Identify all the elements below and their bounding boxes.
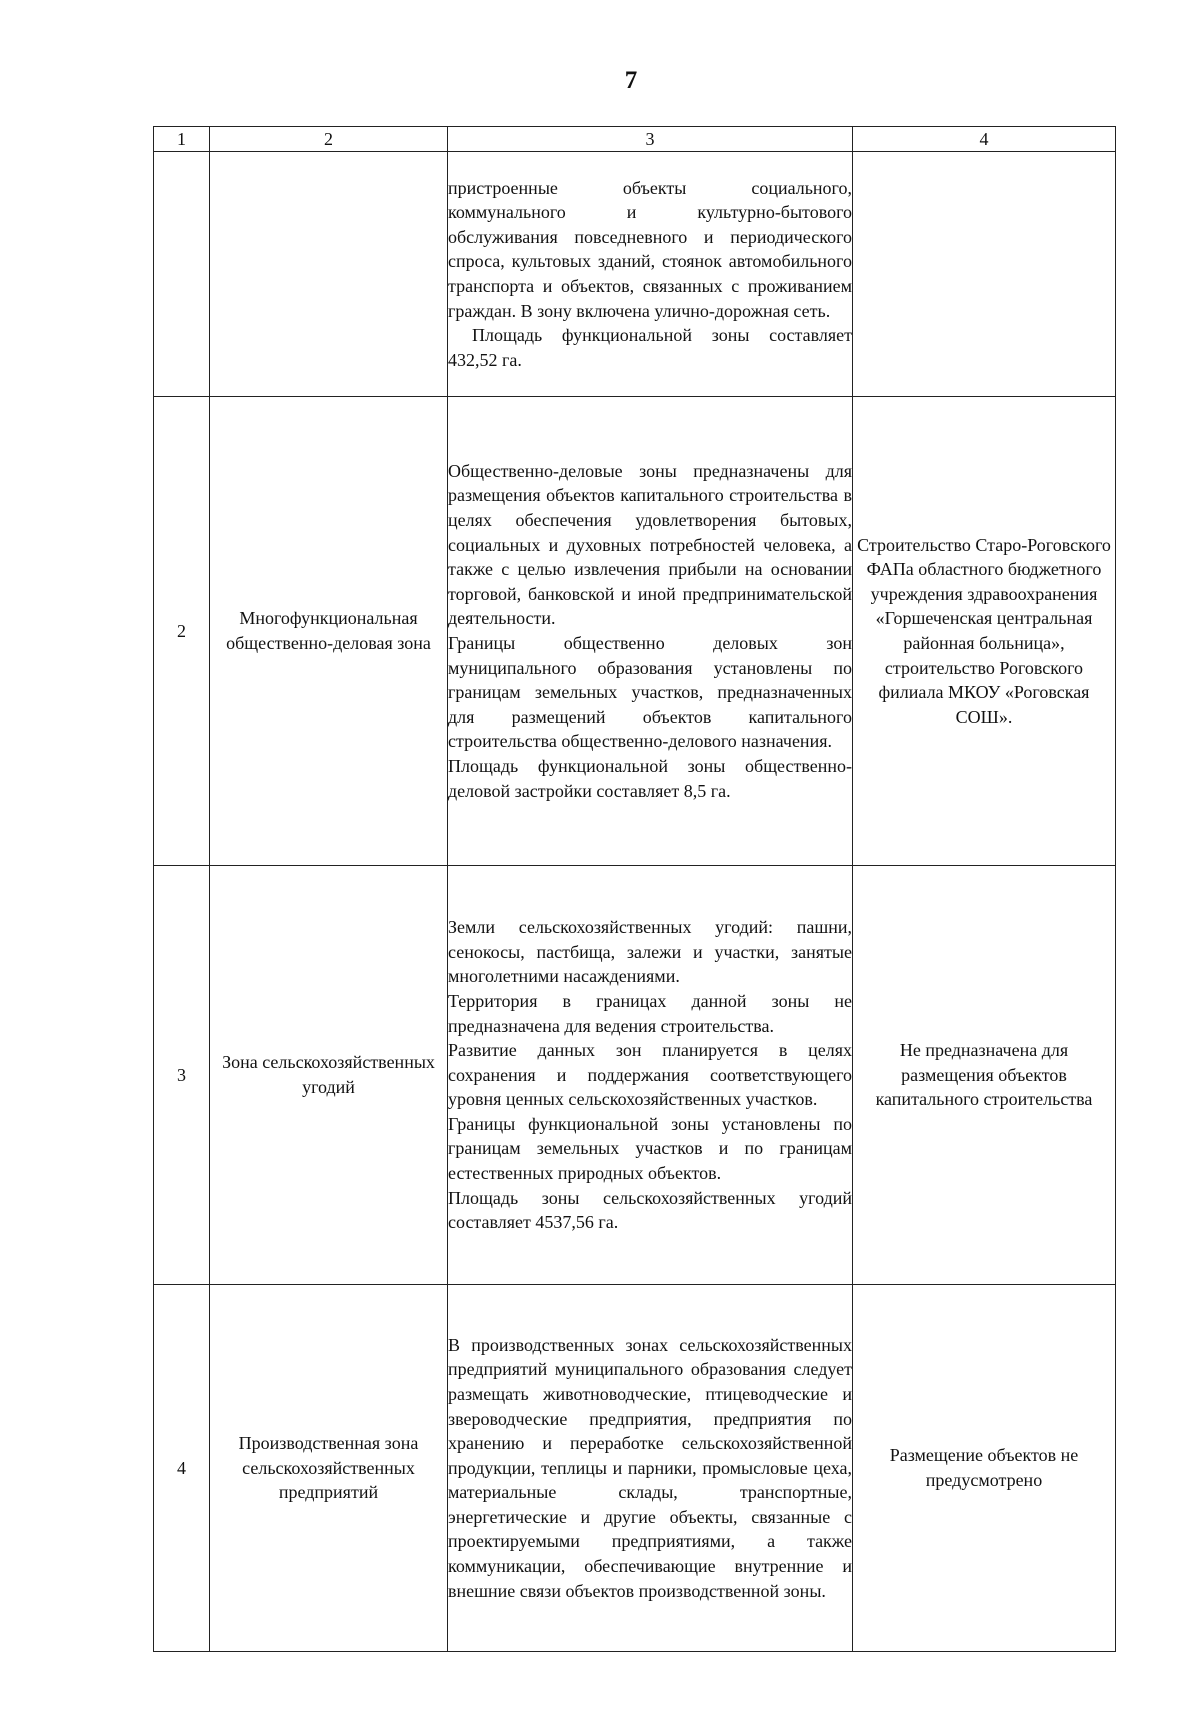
table-header-row — [154, 127, 1116, 152]
description-paragraph: Границы функциональной зоны установлены по границам земельных участков и по границам естественных природных объектов. — [448, 1113, 852, 1184]
page-number: 7 — [624, 67, 638, 94]
row-number: 3 — [154, 866, 210, 1285]
description-paragraph: Развитие данных зон планируется в целях сохранения и поддержания соответствующего уровня ценных сельскохозяйственных участков. — [448, 1040, 852, 1110]
zones-table — [153, 126, 1116, 1652]
description-paragraph: Границы общественно деловых зон муниципального образования установлены по границам земельных участков, предназначенных для размещений объектов капитального строительства общественно-делового назначения. — [448, 633, 852, 752]
row-number — [154, 152, 210, 397]
description-paragraph: Площадь функциональной зоны составляет 432,52 га. — [448, 325, 852, 370]
header-cell-3: 3 — [448, 127, 853, 152]
row-number: 4 — [154, 1285, 210, 1652]
description-paragraph: Общественно-деловые зоны предназначены для размещения объектов капитального строительства в целях обеспечения удовлетворения бытовых, социальных и духовных потребностей человека, а также с целью извлечения прибыли на основании торговой, банковской и иной предпринимательской деятельности. — [448, 460, 852, 629]
header-cell-1: 1 — [154, 127, 210, 152]
description-paragraph: В производственных зонах сельскохозяйственных предприятий муниципального образования следует размещать животноводческие, птицеводческие и звероводческие предприятия, предприятия по хранению и переработке сельскохозяйственной продукции, теплицы и парники, промысловые цеха, материальные склады, транспортные, энергетические и другие объекты, связанные с проектируемыми предприятиями, а также коммуникации, обеспечивающие внутренние и внешние связи объектов производственной зоны. — [448, 1334, 852, 1601]
row-number: 2 — [154, 397, 210, 866]
planned-activity — [853, 152, 1116, 397]
description-paragraph: Территория в границах данной зоны не предназначена для ведения строительства. — [448, 990, 852, 1036]
planned-activity: Размещение объектов не предусмотрено — [853, 1285, 1116, 1652]
description-paragraph: Площадь зоны сельскохозяйственных угодий составляет 4537,56 га. — [448, 1187, 852, 1233]
header-cell-2: 2 — [210, 127, 448, 152]
description-paragraph: Площадь функциональной зоны общественно-деловой застройки составляет 8,5 га. — [448, 755, 852, 801]
zone-description — [448, 1285, 853, 1652]
table-row — [154, 397, 1116, 866]
zone-description — [448, 152, 853, 397]
header-cell-4: 4 — [853, 127, 1116, 152]
description-paragraph: пристроенные объекты социального, коммунального и культурно-бытового обслуживания повседневного и периодического спроса, культовых зданий, стоянок автомобильного транспорта и объектов, связанных с проживанием граждан. В зону включена улично-дорожная сеть. — [448, 177, 852, 321]
planned-activity: Не предназначена для размещения объектов капитального строительства — [853, 866, 1116, 1285]
zone-name: Производственная зона сельскохозяйственных предприятий — [210, 1285, 448, 1652]
table-row — [154, 152, 1116, 397]
zone-name: Многофункциональная общественно-деловая зона — [210, 397, 448, 866]
zone-name: Зона сельскохозяйственных угодий — [210, 866, 448, 1285]
planned-activity: Строительство Старо-Роговского ФАПа областного бюджетного учреждения здравоохранения «Горшеченская центральная районная больница», строительство Роговского филиала МКОУ «Роговская СОШ». — [853, 397, 1116, 866]
zone-description — [448, 866, 853, 1285]
description-paragraph: Земли сельскохозяйственных угодий: пашни, сенокосы, пастбища, залежи и участки, занятые многолетними насаждениями. — [448, 917, 852, 987]
table-row — [154, 866, 1116, 1285]
zone-description — [448, 397, 853, 866]
zone-name — [210, 152, 448, 397]
table-row — [154, 1285, 1116, 1652]
